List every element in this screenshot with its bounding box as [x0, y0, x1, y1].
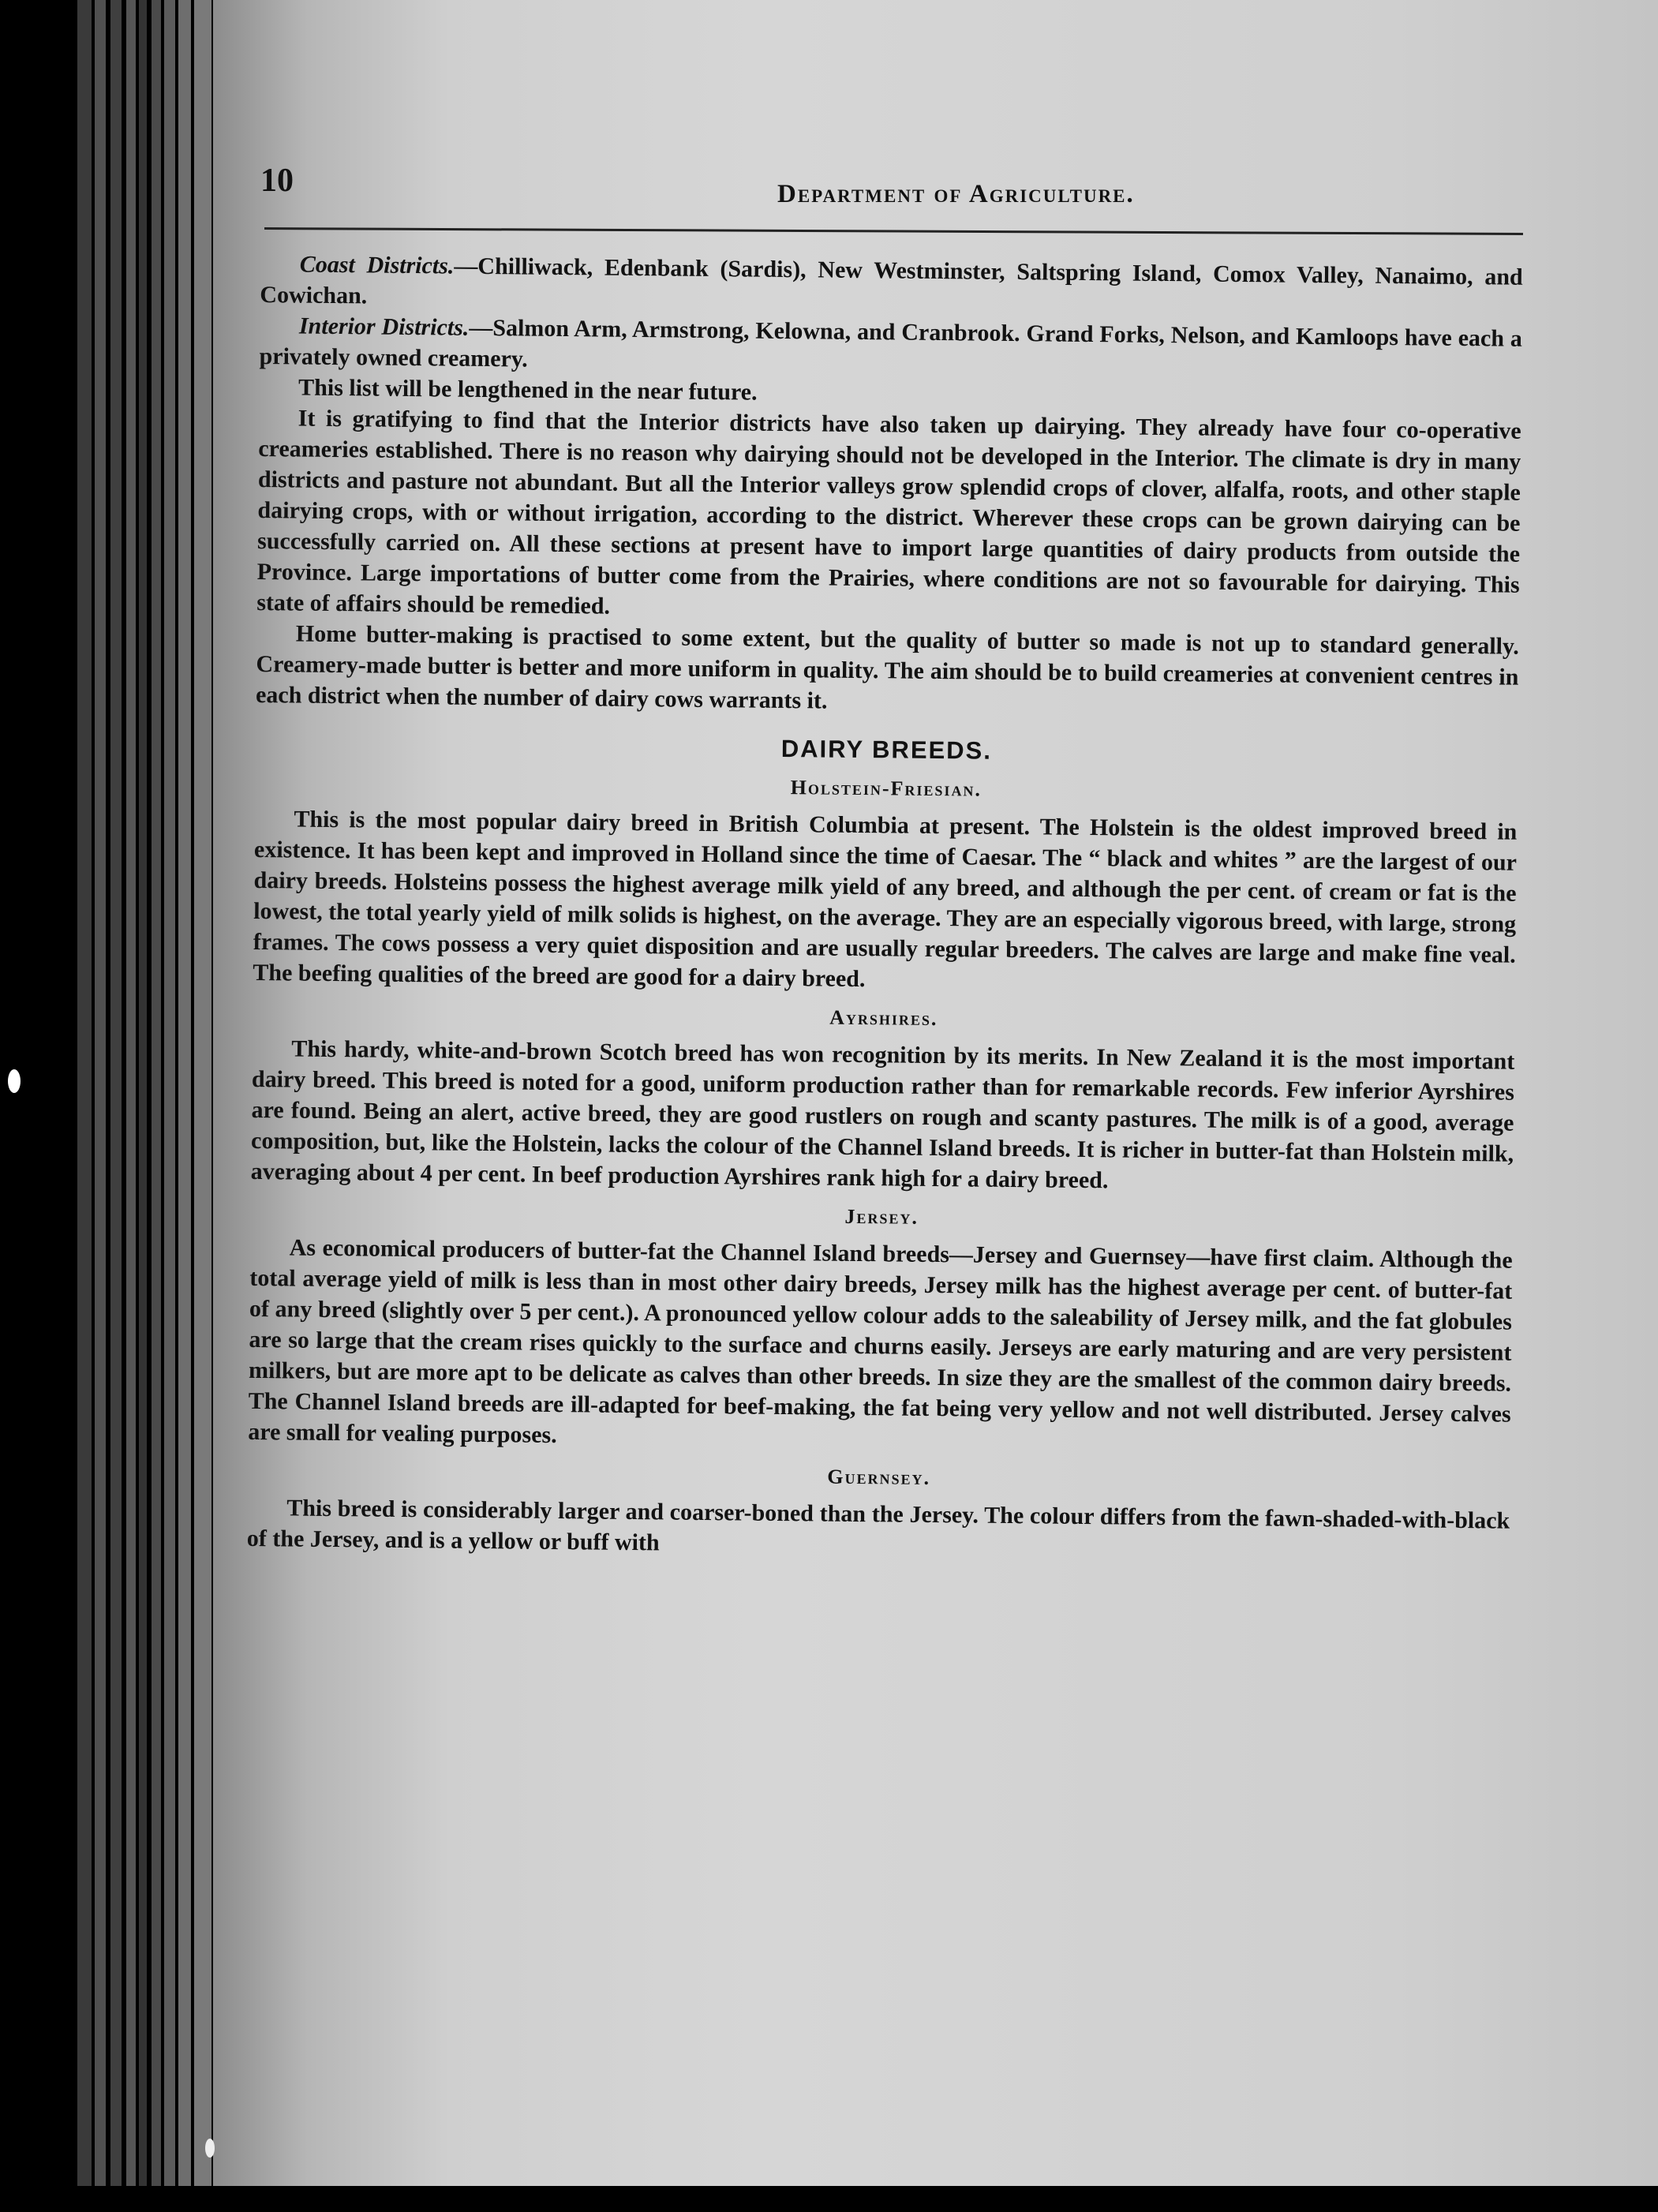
- interior-districts-label: Interior Districts.: [298, 313, 470, 341]
- page-edge: [164, 0, 175, 2212]
- page-edge: [110, 0, 122, 2212]
- breed-text-ayrshires: This hardy, white-and-brown Scotch breed has won recognition by its merits. In New Zealand it is the most important dairy breed. This breed is noted for a good, uniform production rather than for remarkable records. Few inferior Ayrshires are found. Being an alert, active breed, they are good rustlers on rough and scanty pastures. The milk is of a good, average composition, but, like the Holstein, lacks the colour of the Channel Island breeds. It is richer in butter-fat than Holstein milk, averaging about 4 per cent. In beef production Ayrshires rank high for a dairy breed.: [250, 1035, 1515, 1194]
- scan-blemish: [205, 2139, 215, 2158]
- breed-heading-guernsey: Guernsey.: [827, 1465, 931, 1489]
- breed-heading-holstein: Holstein-Friesian.: [790, 776, 982, 801]
- page-edge: [126, 0, 136, 2212]
- breed-heading-ayrshires: Ayrshires.: [829, 1005, 938, 1031]
- interior-districts-text: —Salmon Arm, Armstrong, Kelowna, and Cranbrook. Grand Forks, Nelson, and Kamloops have each a privately owned creamery.: [259, 314, 1523, 372]
- interior-dairying-paragraph: It is gratifying to find that the Interior districts have also taken up dairying. They already have four co-operative creameries established. There is no reason why dairying should not be developed in the Interior. The climate is dry in many districts and pasture not abundant. But all the Interior valleys grow splendid crops of clover, alfalfa, roots, and other staple dairying crops, with or without irrigation, according to the district. Wherever these crops can be grown dairying can be successfully carried on. All these sections at present have to import large quantities of dairy products from outside the Province. Large importations of butter come from the Prairies, where conditions are not so favourable for dairying. This state of affairs should be remedied.: [256, 405, 1521, 619]
- section-title: DAIRY BREEDS.: [780, 734, 993, 765]
- page-edge: [77, 0, 92, 2212]
- breed-text-holstein: This is the most popular dairy breed in British Columbia at present. The Holstein is the oldest improved breed in existence. It has been kept and improved in Holland since the time of Caesar. The “ black and whites ” are the largest of our dairy breeds. Holsteins possess the highest average milk yield of any breed, and although the per cent. of cream or fat is the lowest, the total yearly yield of milk solids is highest, on the average. They are an especially vigorous breed, with large, strong frames. The cows possess a very quiet disposition and are usually regular breeders. The calves are large and make fine veal. The beefing qualities of the breed are good for a dairy breed.: [253, 806, 1518, 993]
- coast-districts-text: —Chilliwack, Edenbank (Sardis), New Westminster, Saltspring Island, Comox Valley, Nanaimo, and Cowichan.: [260, 253, 1523, 309]
- coast-districts-label: Coast Districts.: [299, 251, 455, 279]
- scan-border: [0, 2186, 1658, 2212]
- page-number: 10: [260, 163, 294, 199]
- page-body: [247, 249, 1523, 1567]
- list-paragraph: This list will be lengthened in the near future.: [298, 374, 758, 406]
- page-edge: [152, 0, 161, 2212]
- page-edge: [178, 0, 191, 2212]
- breed-heading-jersey: Jersey.: [844, 1204, 919, 1229]
- page-edge: [139, 0, 147, 2212]
- scan-blemish: [8, 1069, 21, 1093]
- page-edge: [194, 0, 211, 2212]
- breed-text-jersey: As economical producers of butter-fat the Channel Island breeds—Jersey and Guernsey—have first claim. Although the total average yield of milk is less than in most other dairy breeds, Jersey milk has the highest average per cent. of butter-fat of any breed (slightly over 5 per cent.). A pronounced yellow colour adds to the saleability of Jersey milk, and the fat globules are so large that the cream rises quickly to the surface and churns easily. Jerseys are early maturing and are very persistent milkers, but are more apt to be delicate as calves than other breeds. In size they are the smallest of the common dairy breeds. The Channel Island breeds are ill-adapted for beef-making, the fat being very yellow and not well distributed. Jersey calves are small for vealing purposes.: [248, 1234, 1513, 1449]
- home-butter-paragraph: Home butter-making is practised to some extent, but the quality of butter so made is not up to standard generally. Creamery-made butter is better and more uniform in quality. The aim should be to build creameries at convenient centres in each district when the number of dairy cows warrants it.: [255, 620, 1519, 714]
- breed-text-guernsey: This breed is considerably larger and coarser-boned than the Jersey. The colour differs from the fawn-shaded-with-black of the Jersey, and is a yellow or buff with: [246, 1495, 1510, 1556]
- page-edge: [95, 0, 106, 2212]
- running-title: Department of Agriculture.: [777, 180, 1135, 208]
